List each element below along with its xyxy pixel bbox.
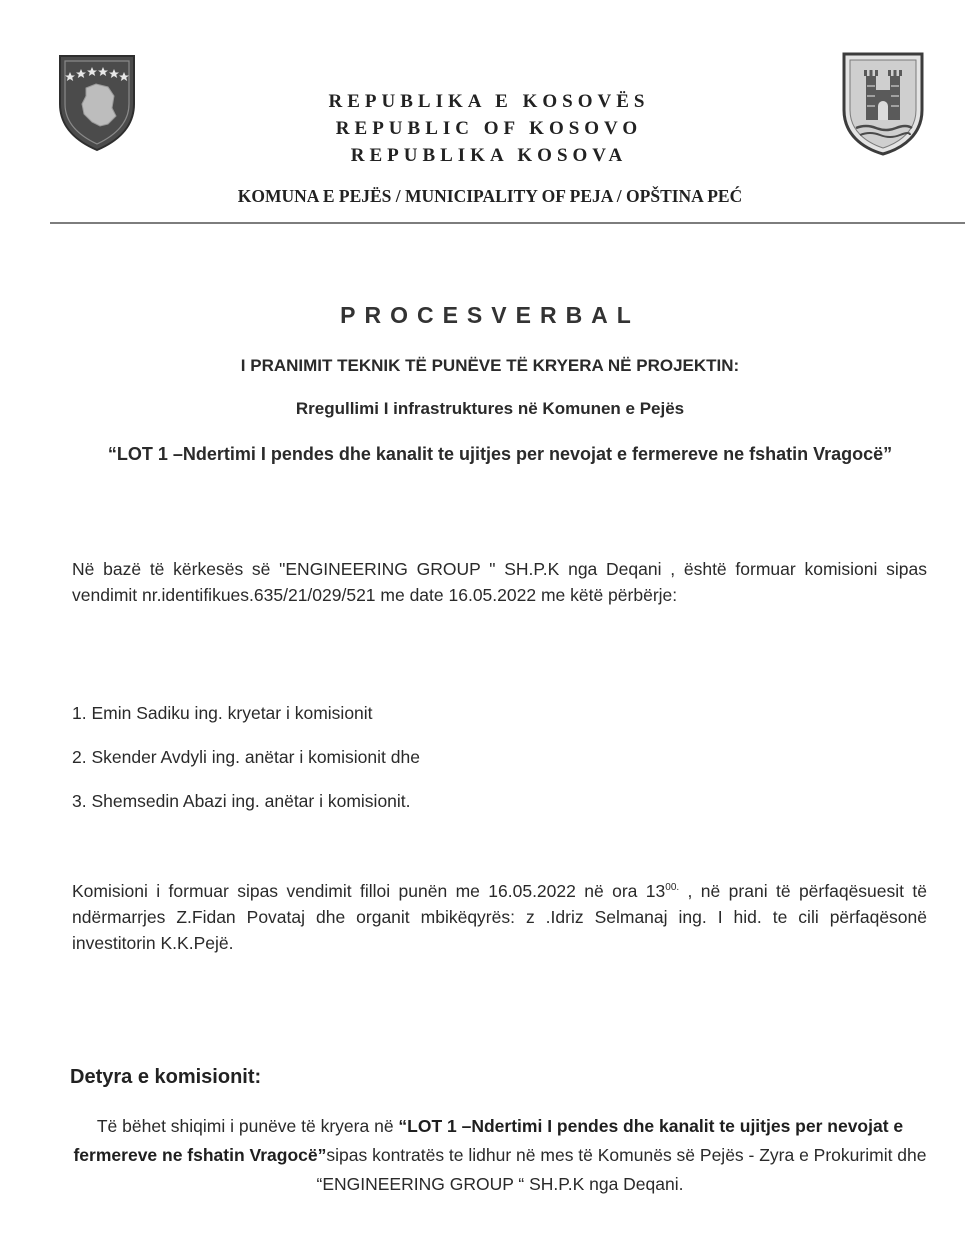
republic-line-serbian: REPUBLIKA KOSOVA [350,145,628,166]
duty-lot-bold: “LOT 1 –Ndertimi I pendes dhe kanalit te ujitjes per nevojat e fermereve ne fshatin Vragocë” [73,1116,904,1165]
list-item: 3. Shemsedin Abazi ing. anëtar i komisionit. [72,791,411,811]
duty-text-start: Të bëhet shiqimi i punëve të kryera në [96,1116,399,1136]
work-paragraph [72,878,927,956]
republic-header [0,88,980,169]
duty-paragraph [60,1112,940,1199]
document-title: PROCESVERBAL [340,302,640,328]
republic-line-albanian: REPUBLIKA E KOSOVËS [328,91,650,112]
municipality-header: KOMUNA E PEJËS / MUNICIPALITY OF PEJA / OPŠTINA PEĆ [237,186,743,206]
list-item: 1. Emin Sadiku ing. kryetar i komisionit [72,703,373,723]
time-superscript: 00. [665,882,680,894]
duty-heading: Detyra e komisionit: [70,1066,262,1088]
intro-paragraph: Në bazë të kërkesës së "ENGINEERING GROUP " SH.P.K nga Deqani , është formuar komisioni sipas vendimit nr.identifikues.635/21/029/521 me date 16.05.2022 me këtë përbërje: [72,559,927,605]
duty-text-end: sipas kontratës te lidhur në mes të Komunës së Pejës - Zyra e Prokurimit dhe “ENGINEERING GROUP “ SH.P.K nga Deqani. [316,1145,927,1194]
republic-line-english: REPUBLIC OF KOSOVO [335,118,643,139]
work-paragraph-end: , në prani të përfaqësuesit të ndërmarrjes Z.Fidan Povataj dhe organit mbikëqyrës: z .Idriz Selmanaj ing. I hid. te cili përfaqësonë investitorin K.K.Pejë. [72,881,927,953]
commission-members-list [72,700,420,832]
header-divider [50,222,965,224]
lot-title: “LOT 1 –Ndertimi I pendes dhe kanalit te ujitjes per nevojat e fermereve ne fshatin Vragocë” [107,444,893,464]
document-subtitle: I PRANIMIT TEKNIK TË PUNËVE TË KRYERA NË PROJEKTIN: [240,356,740,375]
list-item: 2. Skender Avdyli ing. anëtar i komisionit dhe [72,747,420,767]
project-name: Rregullimi I infrastruktures në Komunen e Pejës [295,399,685,418]
work-paragraph-start: Komisioni i formuar sipas vendimit filloi punën me 16.05.2022 në ora 13 [72,881,666,901]
peja-municipality-emblem-icon [840,50,926,156]
